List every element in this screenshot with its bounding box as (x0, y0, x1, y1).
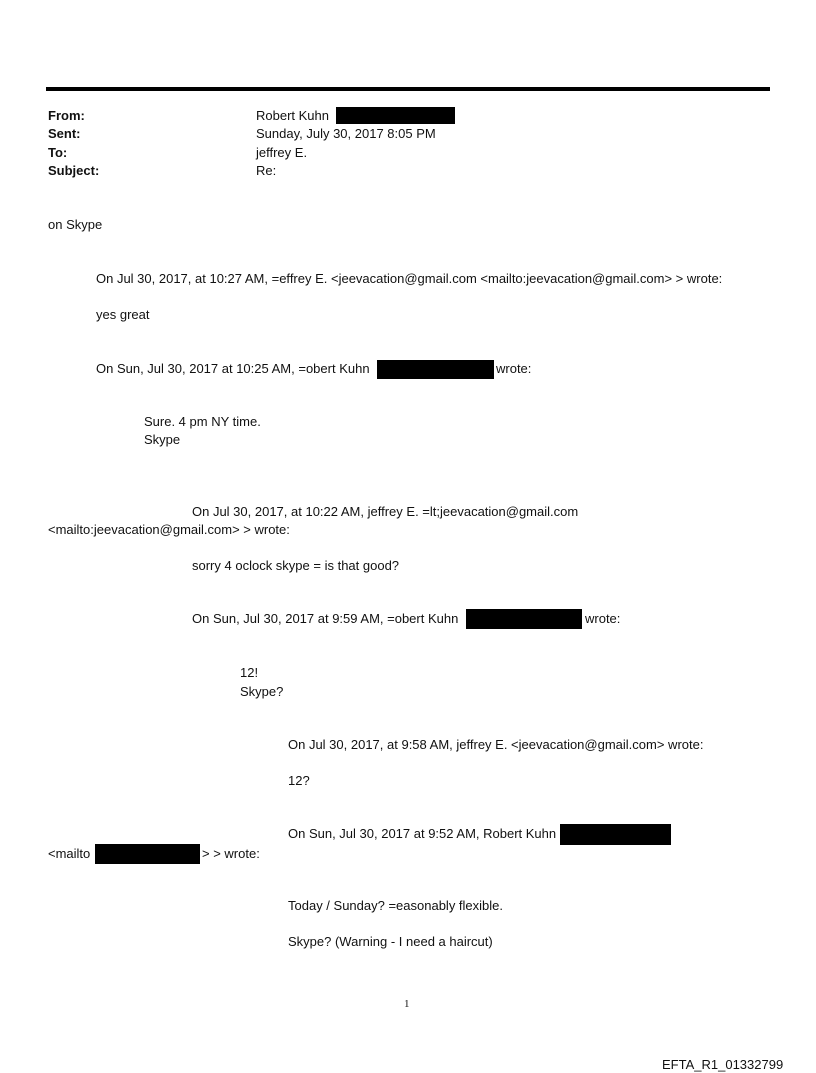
body-line: Skype (144, 432, 181, 447)
redaction-box (466, 609, 582, 629)
header-rule (46, 87, 770, 91)
document-id: EFTA_R1_01332799 (662, 1057, 784, 1072)
body-line: Skype? (Warning - I need a haircut) (288, 934, 493, 949)
quote-header-mailto: <mailto (48, 846, 91, 861)
quote-header: On Jul 30, 2017, at 9:58 AM, jeffrey E. <jeevacation@gmail.com> wrote: (288, 737, 704, 752)
page-number: 1 (404, 998, 410, 1010)
body-line: 12? (288, 773, 310, 788)
quote-header: On Jul 30, 2017, at 10:22 AM, jeffrey E. =lt;jeevacation@gmail.com (192, 504, 579, 519)
body-line: 12! (240, 665, 259, 680)
quote-header: On Sun, Jul 30, 2017 at 10:25 AM, =obert Kuhn (96, 361, 370, 376)
body-line: Skype? (240, 684, 284, 699)
quote-header: On Sun, Jul 30, 2017 at 9:59 AM, =obert Kuhn (192, 611, 459, 626)
to-label: To: (48, 145, 68, 160)
quote-header: On Jul 30, 2017, at 10:27 AM, =effrey E. <jeevacation@gmail.com <mailto:jeevacation@gmail.com> > wrote: (96, 271, 723, 286)
to-value: jeffrey E. (256, 145, 308, 160)
body-line: on Skype (48, 217, 103, 232)
sent-value: Sunday, July 30, 2017 8:05 PM (256, 126, 436, 141)
body-line: Sure. 4 pm NY time. (144, 414, 261, 429)
redaction-box (560, 824, 671, 845)
body-line: sorry 4 oclock skype = is that good? (192, 558, 400, 573)
body-line: yes great (96, 307, 150, 322)
redaction-box (377, 360, 494, 379)
quote-header-wrote: wrote: (496, 361, 532, 376)
from-value: Robert Kuhn (256, 108, 329, 123)
quote-header-wrote: > > wrote: (202, 846, 260, 861)
quote-header-wrote: wrote: (585, 611, 621, 626)
subject-label: Subject: (48, 163, 100, 178)
body-line: Today / Sunday? =easonably flexible. (288, 898, 504, 913)
from-label: From: (48, 108, 85, 123)
quote-header: On Sun, Jul 30, 2017 at 9:52 AM, Robert Kuhn (288, 826, 557, 841)
subject-value: Re: (256, 163, 277, 178)
redaction-box (336, 107, 455, 124)
quote-header-cont: <mailto:jeevacation@gmail.com> > wrote: (48, 522, 290, 537)
redaction-box (95, 844, 200, 864)
sent-label: Sent: (48, 126, 81, 141)
